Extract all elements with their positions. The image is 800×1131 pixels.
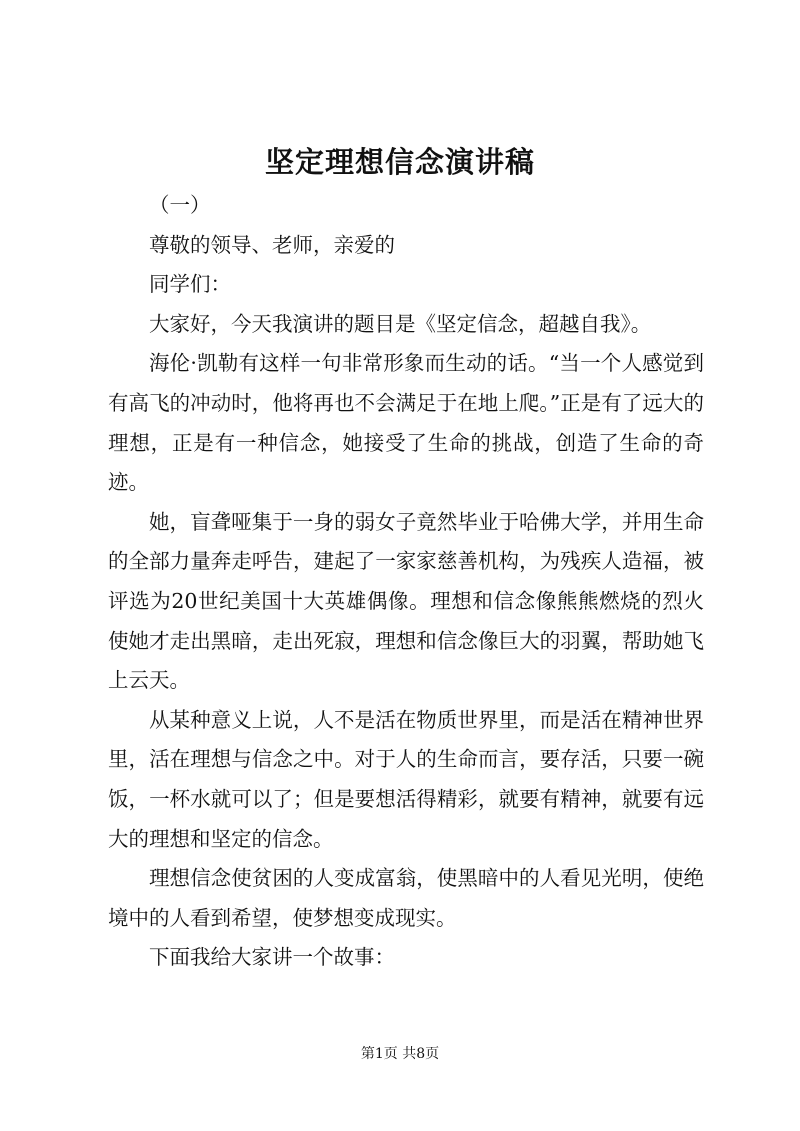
- page-footer: [0, 1044, 800, 1064]
- body-paragraph: 海伦·凯勒有这样一句非常形象而生动的话。“当一个人感觉到有高飞的冲动时，他将再也不会满足于在地上爬。”正是有了远大的理想，正是有一种信念，她接受了生命的挑战，创造了生命的奇迹。: [108, 351, 704, 495]
- document-body: [108, 186, 704, 978]
- salutation-line: 同学们：: [149, 272, 231, 297]
- section-number: （一）: [149, 193, 211, 217]
- body-paragraph: 理想信念使贫困的人变成富翁，使黑暗中的人看见光明，使绝境中的人看到希望，使梦想变成现实。: [108, 866, 704, 930]
- body-paragraph: 大家好，今天我演讲的题目是《坚定信念，超越自我》。: [149, 311, 652, 336]
- page-indicator: 第1页 共8页: [360, 1046, 440, 1062]
- body-paragraph: 她，盲聋哑集于一身的弱女子竟然毕业于哈佛大学，并用生命的全部力量奔走呼告，建起了一家家慈善机构，为残疾人造福，被评选为20世纪美国十大英雄偶像。理想和信念像熊熊燃烧的烈火使她才走出黑暗，走出死寂，理想和信念像巨大的羽翼，帮助她飞上云天。: [108, 509, 704, 693]
- body-paragraph: 下面我给大家讲一个故事：: [149, 945, 395, 970]
- document-title: 坚定理想信念演讲稿: [264, 145, 535, 179]
- body-paragraph: 从某种意义上说，人不是活在物质世界里，而是活在精神世界里，活在理想与信念之中。对于人的生命而言，要存活，只要一碗饭，一杯水就可以了；但是要想活得精彩，就要有精神，就要有远大的理想和坚定的信念。: [108, 707, 704, 851]
- salutation-line: 尊敬的领导、老师，亲爱的: [149, 232, 395, 257]
